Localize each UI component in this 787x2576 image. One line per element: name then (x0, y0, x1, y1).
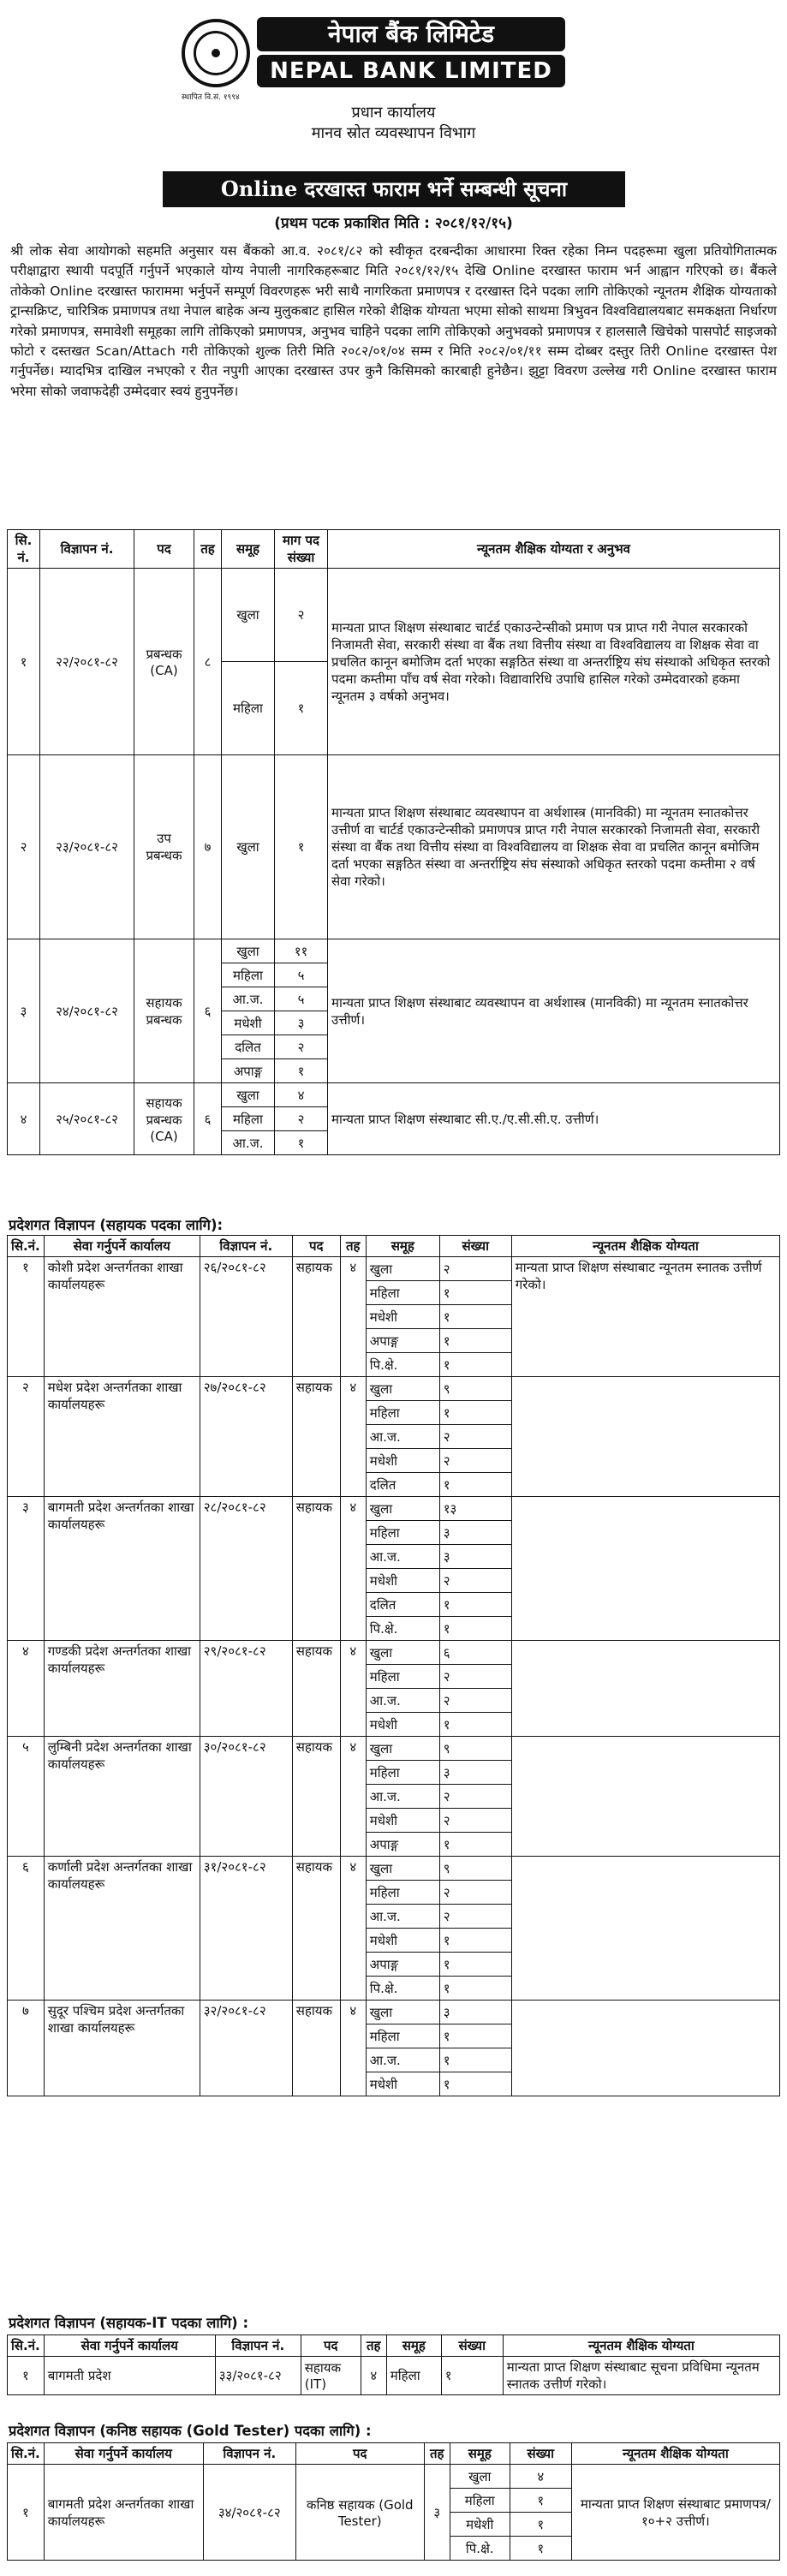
cell-count: १ (510, 2513, 571, 2537)
cell-count: २ (275, 1107, 328, 1131)
cell-post: सहायक (292, 1857, 340, 2001)
cell-post: सहायक (IT) (301, 2357, 361, 2395)
cell-level: ४ (361, 2357, 386, 2395)
col-office: सेवा गर्नुपर्ने कार्यालय (44, 1236, 200, 1257)
table-row (8, 2465, 780, 2489)
cell-count: १ (439, 1929, 511, 1953)
table-row (8, 1497, 780, 1521)
cell-group: महिला (366, 1401, 439, 1425)
cell-qualification-empty (511, 1857, 779, 2001)
cell-qualification: मान्यता प्राप्त शिक्षण संस्थाबाट प्रमाणपत्र/१०+२ उत्तीर्ण। (571, 2465, 779, 2561)
cell-count: १ (439, 1833, 511, 1857)
cell-level: ६ (194, 1083, 222, 1155)
cell-adv: २९/२०८१-८२ (200, 1641, 292, 1737)
cell-group: आ.ज. (366, 1785, 439, 1809)
cell-count: ४ (510, 2465, 571, 2489)
cell-group: दलित (366, 1593, 439, 1617)
cell-sn: ३ (8, 939, 40, 1083)
section-assistant-title: प्रदेशगत विज्ञापन (सहायक पदका लागि): (9, 1217, 224, 1233)
cell-group: आ.ज. (366, 1425, 439, 1449)
cell-adv: ३२/२०८१-८२ (200, 2001, 292, 2096)
notice-title: Online दरखास्त फाराम भर्ने सम्बन्धी सूचना (163, 171, 625, 207)
cell-count: १ (439, 1305, 511, 1329)
cell-group: महिला (366, 1881, 439, 1905)
table-header-row (8, 2335, 780, 2357)
cell-count: २ (439, 1905, 511, 1929)
cell-count: १ (439, 2048, 511, 2072)
cell-post: सहायक प्रबन्धक (134, 939, 194, 1083)
cell-count: ६ (439, 1641, 511, 1665)
cell-qualification: मान्यता प्राप्त शिक्षण संस्थाबाट सी.ए./ए.सी.सी.ए. उत्तीर्ण। (328, 1083, 780, 1155)
bank-name-english: NEPAL BANK LIMITED (257, 55, 565, 87)
table-row (8, 1857, 780, 1881)
col-adv-no: विज्ञापन नं. (200, 1236, 292, 1257)
col-header: पद (295, 2443, 424, 2465)
table-row (8, 569, 780, 662)
col-qualification: न्यूनतम शैक्षिक योग्यता (503, 2335, 779, 2357)
cell-group: मधेशी (366, 1305, 439, 1329)
cell-group: महिला (366, 2024, 439, 2048)
col-post: पद (301, 2335, 361, 2357)
cell-post: सहायक (292, 1737, 340, 1857)
cell-office: बागमती प्रदेश (44, 2357, 215, 2395)
cell-office: बागमती प्रदेश अन्तर्गतका शाखा कार्यालयहरू (44, 2465, 203, 2561)
cell-sn: २ (8, 1377, 45, 1497)
cell-count: ३ (275, 1011, 328, 1035)
cell-count: १ (439, 1953, 511, 1977)
cell-group: महिला (450, 2489, 510, 2513)
cell-qualification-empty (511, 1497, 779, 1641)
cell-count: २ (439, 1785, 511, 1809)
cell-adv: २३/२०८१-८२ (40, 755, 134, 939)
cell-office: गण्डकी प्रदेश अन्तर्गतका शाखा कार्यालयहरू (44, 1641, 200, 1737)
cell-count: १ (275, 1059, 328, 1083)
cell-group: मधेशी (366, 1713, 439, 1737)
cell-count: १ (275, 755, 328, 939)
cell-level: ६ (194, 939, 222, 1083)
col-header: सि.नं. (8, 2443, 45, 2465)
cell-group: मधेशी (450, 2513, 510, 2537)
cell-qualification-empty (511, 1737, 779, 1857)
cell-adv: ३०/२०८१-८२ (200, 1737, 292, 1857)
cell-level: ३ (424, 2465, 450, 2561)
col-sn: सि.नं. (8, 2335, 45, 2357)
cell-qualification: मान्यता प्राप्त शिक्षण संस्थाबाट व्यवस्थापन वा अर्थशास्त्र (मानविकी) मा न्यूनतम स्नातकोत्तर उत्तीर्ण वा चार्टर्ड एकाउन्टेन्सीको प्रमाणपत्र प्राप्त गरी नेपाल सरकारको निजामती सेवा, सरकारी संस्था वा बैंक तथा वित्तीय संस्था वा विश्वविद्यालय वा शिक्षक सेवा वा प्रचलित कानून बमोजिम दर्ता भएका सङ्गठित संस्था वा अन्तर्राष्ट्रिय संघ संस्थाको अधिकृत स्तरको पदमा कम्तीमा २ वर्ष सेवा गरेको। (328, 755, 780, 939)
cell-group: खुला (366, 1641, 439, 1665)
section-gold-tester-title: प्रदेशगत विज्ञापन (कनिष्ठ सहायक (Gold Tester) पदका लागि) : (9, 2423, 372, 2439)
gold-tester-vacancy-table (7, 2442, 780, 2561)
department-name: मानव स्रोत व्यवस्थापन विभाग (311, 124, 476, 142)
table-header-row (8, 2443, 780, 2465)
cell-sn: १ (8, 569, 40, 755)
cell-adv: २८/२०८१-८२ (200, 1497, 292, 1641)
cell-count: २ (439, 1809, 511, 1833)
cell-post: सहायक (292, 1257, 340, 1377)
bank-seal-icon (182, 19, 250, 87)
cell-count: ३ (439, 1761, 511, 1785)
cell-sn: १ (8, 2357, 45, 2395)
cell-group: महिला (222, 1107, 275, 1131)
cell-group: खुला (222, 569, 275, 662)
cell-group: पि.क्षे. (366, 1353, 439, 1377)
cell-group: खुला (366, 1497, 439, 1521)
cell-group: अपाङ्ग (366, 1953, 439, 1977)
col-header: तह (424, 2443, 450, 2465)
cell-office: लुम्बिनी प्रदेश अन्तर्गतका शाखा कार्यालयहरू (44, 1737, 200, 1857)
cell-count: १३ (439, 1497, 511, 1521)
cell-count: १ (439, 1401, 511, 1425)
cell-count: १ (275, 662, 328, 755)
cell-post: सहायक (292, 1497, 340, 1641)
cell-group: खुला (366, 1857, 439, 1881)
cell-adv: ३१/२०८१-८२ (200, 1857, 292, 2001)
cell-group: आ.ज. (366, 1689, 439, 1713)
cell-qualification: मान्यता प्राप्त शिक्षण संस्थाबाट सूचना प्रविधिमा न्यूनतम स्नातक उत्तीर्ण गरेको। (503, 2357, 779, 2395)
cell-level: ४ (340, 1377, 366, 1497)
cell-sn: ४ (8, 1641, 45, 1737)
cell-count: ९ (439, 1737, 511, 1761)
cell-group: खुला (366, 1737, 439, 1761)
cell-post: कनिष्ठ सहायक (Gold Tester) (295, 2465, 424, 2561)
cell-group: मधेशी (366, 1929, 439, 1953)
cell-count: १ (439, 2072, 511, 2096)
cell-level: ४ (340, 1857, 366, 2001)
col-level: तह (194, 530, 222, 569)
cell-post: सहायक (292, 1377, 340, 1497)
table-row (8, 939, 780, 963)
cell-qualification: मान्यता प्राप्त शिक्षण संस्थाबाट व्यवस्थापन वा अर्थशास्त्र (मानविकी) मा न्यूनतम स्नातकोत्तर उत्तीर्ण। (328, 939, 780, 1083)
cell-office: सुदूर पश्चिम प्रदेश अन्तर्गतका शाखा कार्यालयहरू (44, 2001, 200, 2096)
publish-date: (प्रथम पटक प्रकाशित मिति : २०८१/१२/१५) (274, 215, 513, 232)
cell-level: ४ (340, 1257, 366, 1377)
table-row (8, 2357, 780, 2395)
bank-letterhead (171, 5, 574, 102)
col-group: समूह (366, 1236, 439, 1257)
cell-group: मधेशी (366, 1569, 439, 1593)
seal-caption: स्थापित वि.सं. १९९४ (182, 93, 240, 102)
cell-group: महिला (366, 1665, 439, 1689)
cell-count: १ (439, 1329, 511, 1353)
cell-group: दलित (222, 1035, 275, 1059)
cell-level: ४ (340, 1641, 366, 1737)
cell-adv: २६/२०८१-८२ (200, 1257, 292, 1377)
cell-office: कोशी प्रदेश अन्तर्गतका शाखा कार्यालयहरू (44, 1257, 200, 1377)
cell-adv: २७/२०८१-८२ (200, 1377, 292, 1497)
col-group: समूह (222, 530, 275, 569)
cell-count: २ (439, 1689, 511, 1713)
col-header: न्यूनतम शैक्षिक योग्यता (571, 2443, 779, 2465)
cell-count: १ (439, 1473, 511, 1497)
cell-sn: १ (8, 1257, 45, 1377)
col-adv-no: विज्ञापन नं. (40, 530, 134, 569)
cell-count: २ (439, 1665, 511, 1689)
cell-count: १ (439, 1281, 511, 1305)
cell-group: महिला (366, 1521, 439, 1545)
cell-count: ५ (275, 987, 328, 1011)
cell-group: पि.क्षे. (366, 1977, 439, 2001)
cell-count: १ (439, 1977, 511, 2001)
cell-group: महिला (386, 2357, 441, 2395)
cell-adv: २२/२०८१-८२ (40, 569, 134, 755)
col-count: संख्या (441, 2335, 503, 2357)
cell-level: ७ (194, 755, 222, 939)
col-qualification: न्यूनतम शैक्षिक योग्यता (511, 1236, 779, 1257)
cell-count: २ (439, 1257, 511, 1281)
cell-sn: ७ (8, 2001, 45, 2096)
cell-post: उप प्रबन्धक (134, 755, 194, 939)
cell-count: २ (439, 1881, 511, 1905)
cell-qualification: मान्यता प्राप्त शिक्षण संस्थाबाट चार्टर्ड एकाउन्टेन्सीको प्रमाण पत्र प्राप्त गरी नेपाल सरकारको निजामती सेवा, सरकारी संस्था वा बैंक तथा वित्तीय संस्था वा विश्वविद्यालय वा शिक्षक सेवा वा प्रचलित कानून बमोजिम दर्ता भएका सङ्गठित संस्था वा अन्तर्राष्ट्रिय संघ संस्थाको अधिकृत स्तरको पदमा कम्तीमा पाँच वर्ष सेवा गरेको। विद्यावारिधि उपाधि हासिल गरेको उम्मेदवारको हकमा न्यूनतम ३ वर्षको अनुभव। (328, 569, 780, 755)
cell-count: १ (439, 1713, 511, 1737)
cell-group: अपाङ्ग (222, 1059, 275, 1083)
cell-level: ४ (340, 1737, 366, 1857)
col-level: तह (361, 2335, 386, 2357)
cell-group: खुला (222, 755, 275, 939)
cell-group: आ.ज. (366, 1545, 439, 1569)
bank-name-nepali: नेपाल बैंक लिमिटेड (257, 17, 565, 51)
cell-post: सहायक (292, 1641, 340, 1737)
cell-office: कर्णाली प्रदेश अन्तर्गतका शाखा कार्यालयहरू (44, 1857, 200, 2001)
cell-sn: ५ (8, 1737, 45, 1857)
cell-group: खुला (450, 2465, 510, 2489)
cell-count: १ (275, 1131, 328, 1155)
cell-office: मधेश प्रदेश अन्तर्गतका शाखा कार्यालयहरू (44, 1377, 200, 1497)
table-row (8, 2001, 780, 2024)
cell-count: १ (510, 2489, 571, 2513)
cell-count: २ (439, 1425, 511, 1449)
cell-count: २ (275, 569, 328, 662)
cell-group: महिला (222, 662, 275, 755)
cell-count: १ (439, 1617, 511, 1641)
table-row (8, 1377, 780, 1401)
cell-group: पि.क्षे. (366, 1617, 439, 1641)
cell-count: २ (439, 1569, 511, 1593)
col-header: विज्ञापन नं. (203, 2443, 295, 2465)
table-row (8, 1737, 780, 1761)
cell-post: प्रबन्धक (CA) (134, 569, 194, 755)
col-count: संख्या (439, 1236, 511, 1257)
cell-count: १ (510, 2537, 571, 2561)
cell-group: आ.ज. (222, 987, 275, 1011)
table-row (8, 1083, 780, 1107)
cell-group: दलित (366, 1473, 439, 1497)
cell-group: खुला (222, 1083, 275, 1107)
col-count: माग पद संख्या (275, 530, 328, 569)
col-header: समूह (450, 2443, 510, 2465)
table-row (8, 1641, 780, 1665)
cell-qualification-empty (511, 1641, 779, 1737)
section-it-title: प्रदेशगत विज्ञापन (सहायक-IT पदका लागि) : (9, 2315, 249, 2331)
cell-sn: ६ (8, 1857, 45, 2001)
cell-count: ३ (439, 1545, 511, 1569)
cell-level: ४ (340, 2001, 366, 2096)
cell-group: आ.ज. (222, 1131, 275, 1155)
cell-sn: १ (8, 2465, 45, 2561)
cell-group: आ.ज. (366, 2048, 439, 2072)
cell-adv: २५/२०८१-८२ (40, 1083, 134, 1155)
cell-count: १ (439, 2024, 511, 2048)
col-header: संख्या (510, 2443, 571, 2465)
col-header: सेवा गर्नुपर्ने कार्यालय (44, 2443, 203, 2465)
cell-level: ८ (194, 569, 222, 755)
officer-vacancy-table (7, 529, 780, 1155)
cell-count: २ (439, 1449, 511, 1473)
col-adv-no: विज्ञापन नं. (215, 2335, 301, 2357)
cell-count: ९ (439, 1857, 511, 1881)
cell-qualification-empty (511, 2001, 779, 2096)
cell-group: मधेशी (366, 1449, 439, 1473)
cell-group: पि.क्षे. (450, 2537, 510, 2561)
table-row (8, 755, 780, 939)
cell-group: खुला (366, 1257, 439, 1281)
cell-group: अपाङ्ग (366, 1833, 439, 1857)
cell-qualification-empty (511, 1377, 779, 1497)
cell-group: आ.ज. (366, 1905, 439, 1929)
cell-count: ११ (275, 939, 328, 963)
col-post: पद (134, 530, 194, 569)
table-header-row (8, 1236, 780, 1257)
cell-sn: २ (8, 755, 40, 939)
cell-group: मधेशी (222, 1011, 275, 1035)
table-header-row (8, 530, 780, 569)
cell-count: ५ (275, 963, 328, 987)
cell-post: सहायक प्रबन्धक (CA) (134, 1083, 194, 1155)
cell-group: महिला (222, 963, 275, 987)
cell-count: १ (439, 1593, 511, 1617)
cell-count: २ (275, 1035, 328, 1059)
cell-qualification: मान्यता प्राप्त शिक्षण संस्थाबाट न्यूनतम स्नातक उत्तीर्ण गरेको। (511, 1257, 779, 1377)
cell-count: ३ (439, 2001, 511, 2024)
cell-count: १ (439, 1353, 511, 1377)
col-level: तह (340, 1236, 366, 1257)
table-row (8, 1257, 780, 1281)
intro-paragraph: श्री लोक सेवा आयोगको सहमति अनुसार यस बैंकको आ.व. २०८१/८२ को स्वीकृत दरबन्दीका आधारमा रिक्त रहेका निम्न पदहरूमा खुला प्रतियोगितात्मक परीक्षाद्वारा स्थायी पदपूर्ति गर्नुपर्ने भएकाले योग्य नेपाली नागरिकहरूबाट मिति २०८१/१२/१५ देखि Online दरखास्त फाराम भर्न आह्वान गरिएको छ। बैंकले तोकेको Online दरखास्त फाराममा भर्नुपर्ने सम्पूर्ण विवरणहरू भरी साथै नागरिकता प्रमाणपत्र र दरखास्त दिने पदका लागि तोकिएको न्यूनतम शैक्षिक योग्यताको ट्रान्सक्रिप्ट, चारित्रिक प्रमाणपत्र तथा नेपाल बाहेक अन्य मुलुकबाट हासिल गरेको शैक्षिक योग्यता भएमा सोको साथमा त्रिभुवन विश्वविद्यालयबाट समकक्षता निर्धारण गरेको प्रमाणपत्र, समावेशी समूहका लागि तोकिएको प्रमाणपत्र, अनुभव चाहिने पदका लागि तोकिएको अनुभवको प्रमाणपत्र र हालसालै खिचेको पासपोर्ट साइजको फोटो र दस्तखत Scan/Attach गरी तोकिएको शुल्क तिरी मिति २०८२/०१/०४ सम्म र मिति २०८२/०१/११ सम्म दोब्बर दस्तुर तिरी Online दरखास्त पेश गर्नुपर्नेछ। म्यादभित्र दाखिल नभएको र रीत नपुगी आएका दरखास्त उपर कुनै किसिमको कारबाही हुनेछैन। झुट्टा विवरण उल्लेख गरी Online दरखास्त फाराम भरेमा सोको जवाफदेही उम्मेदवार स्वयं हुनुपर्नेछ। (10, 243, 777, 399)
assistant-vacancy-table (7, 1235, 780, 2096)
cell-group: खुला (222, 939, 275, 963)
col-group: समूह (386, 2335, 441, 2357)
cell-group: खुला (366, 1377, 439, 1401)
cell-group: मधेशी (366, 2072, 439, 2096)
office-name: प्रधान कार्यालय (351, 104, 436, 122)
cell-sn: ४ (8, 1083, 40, 1155)
office-block (0, 103, 787, 144)
cell-adv: २४/२०८१-८२ (40, 939, 134, 1083)
cell-adv-no: ३३/२०८१-८२ (215, 2357, 301, 2395)
cell-count: ४ (275, 1083, 328, 1107)
cell-count: ३ (439, 1521, 511, 1545)
col-sn: सि. नं. (8, 530, 40, 569)
cell-post: सहायक (292, 2001, 340, 2096)
col-qualification: न्यूनतम शैक्षिक योग्यता र अनुभव (328, 530, 780, 569)
cell-group: मधेशी (366, 1809, 439, 1833)
cell-group: महिला (366, 1761, 439, 1785)
cell-count: ९ (439, 1377, 511, 1401)
cell-adv: ३४/२०८१-८२ (203, 2465, 295, 2561)
cell-group: खुला (366, 2001, 439, 2024)
cell-group: महिला (366, 1281, 439, 1305)
cell-group: अपाङ्ग (366, 1329, 439, 1353)
cell-office: बागमती प्रदेश अन्तर्गतका शाखा कार्यालयहरू (44, 1497, 200, 1641)
col-sn: सि.नं. (8, 1236, 45, 1257)
it-vacancy-table (7, 2334, 780, 2395)
col-office: सेवा गर्नुपर्ने कार्यालय (44, 2335, 215, 2357)
cell-count: १ (441, 2357, 503, 2395)
cell-sn: ३ (8, 1497, 45, 1641)
col-post: पद (292, 1236, 340, 1257)
cell-level: ४ (340, 1497, 366, 1641)
